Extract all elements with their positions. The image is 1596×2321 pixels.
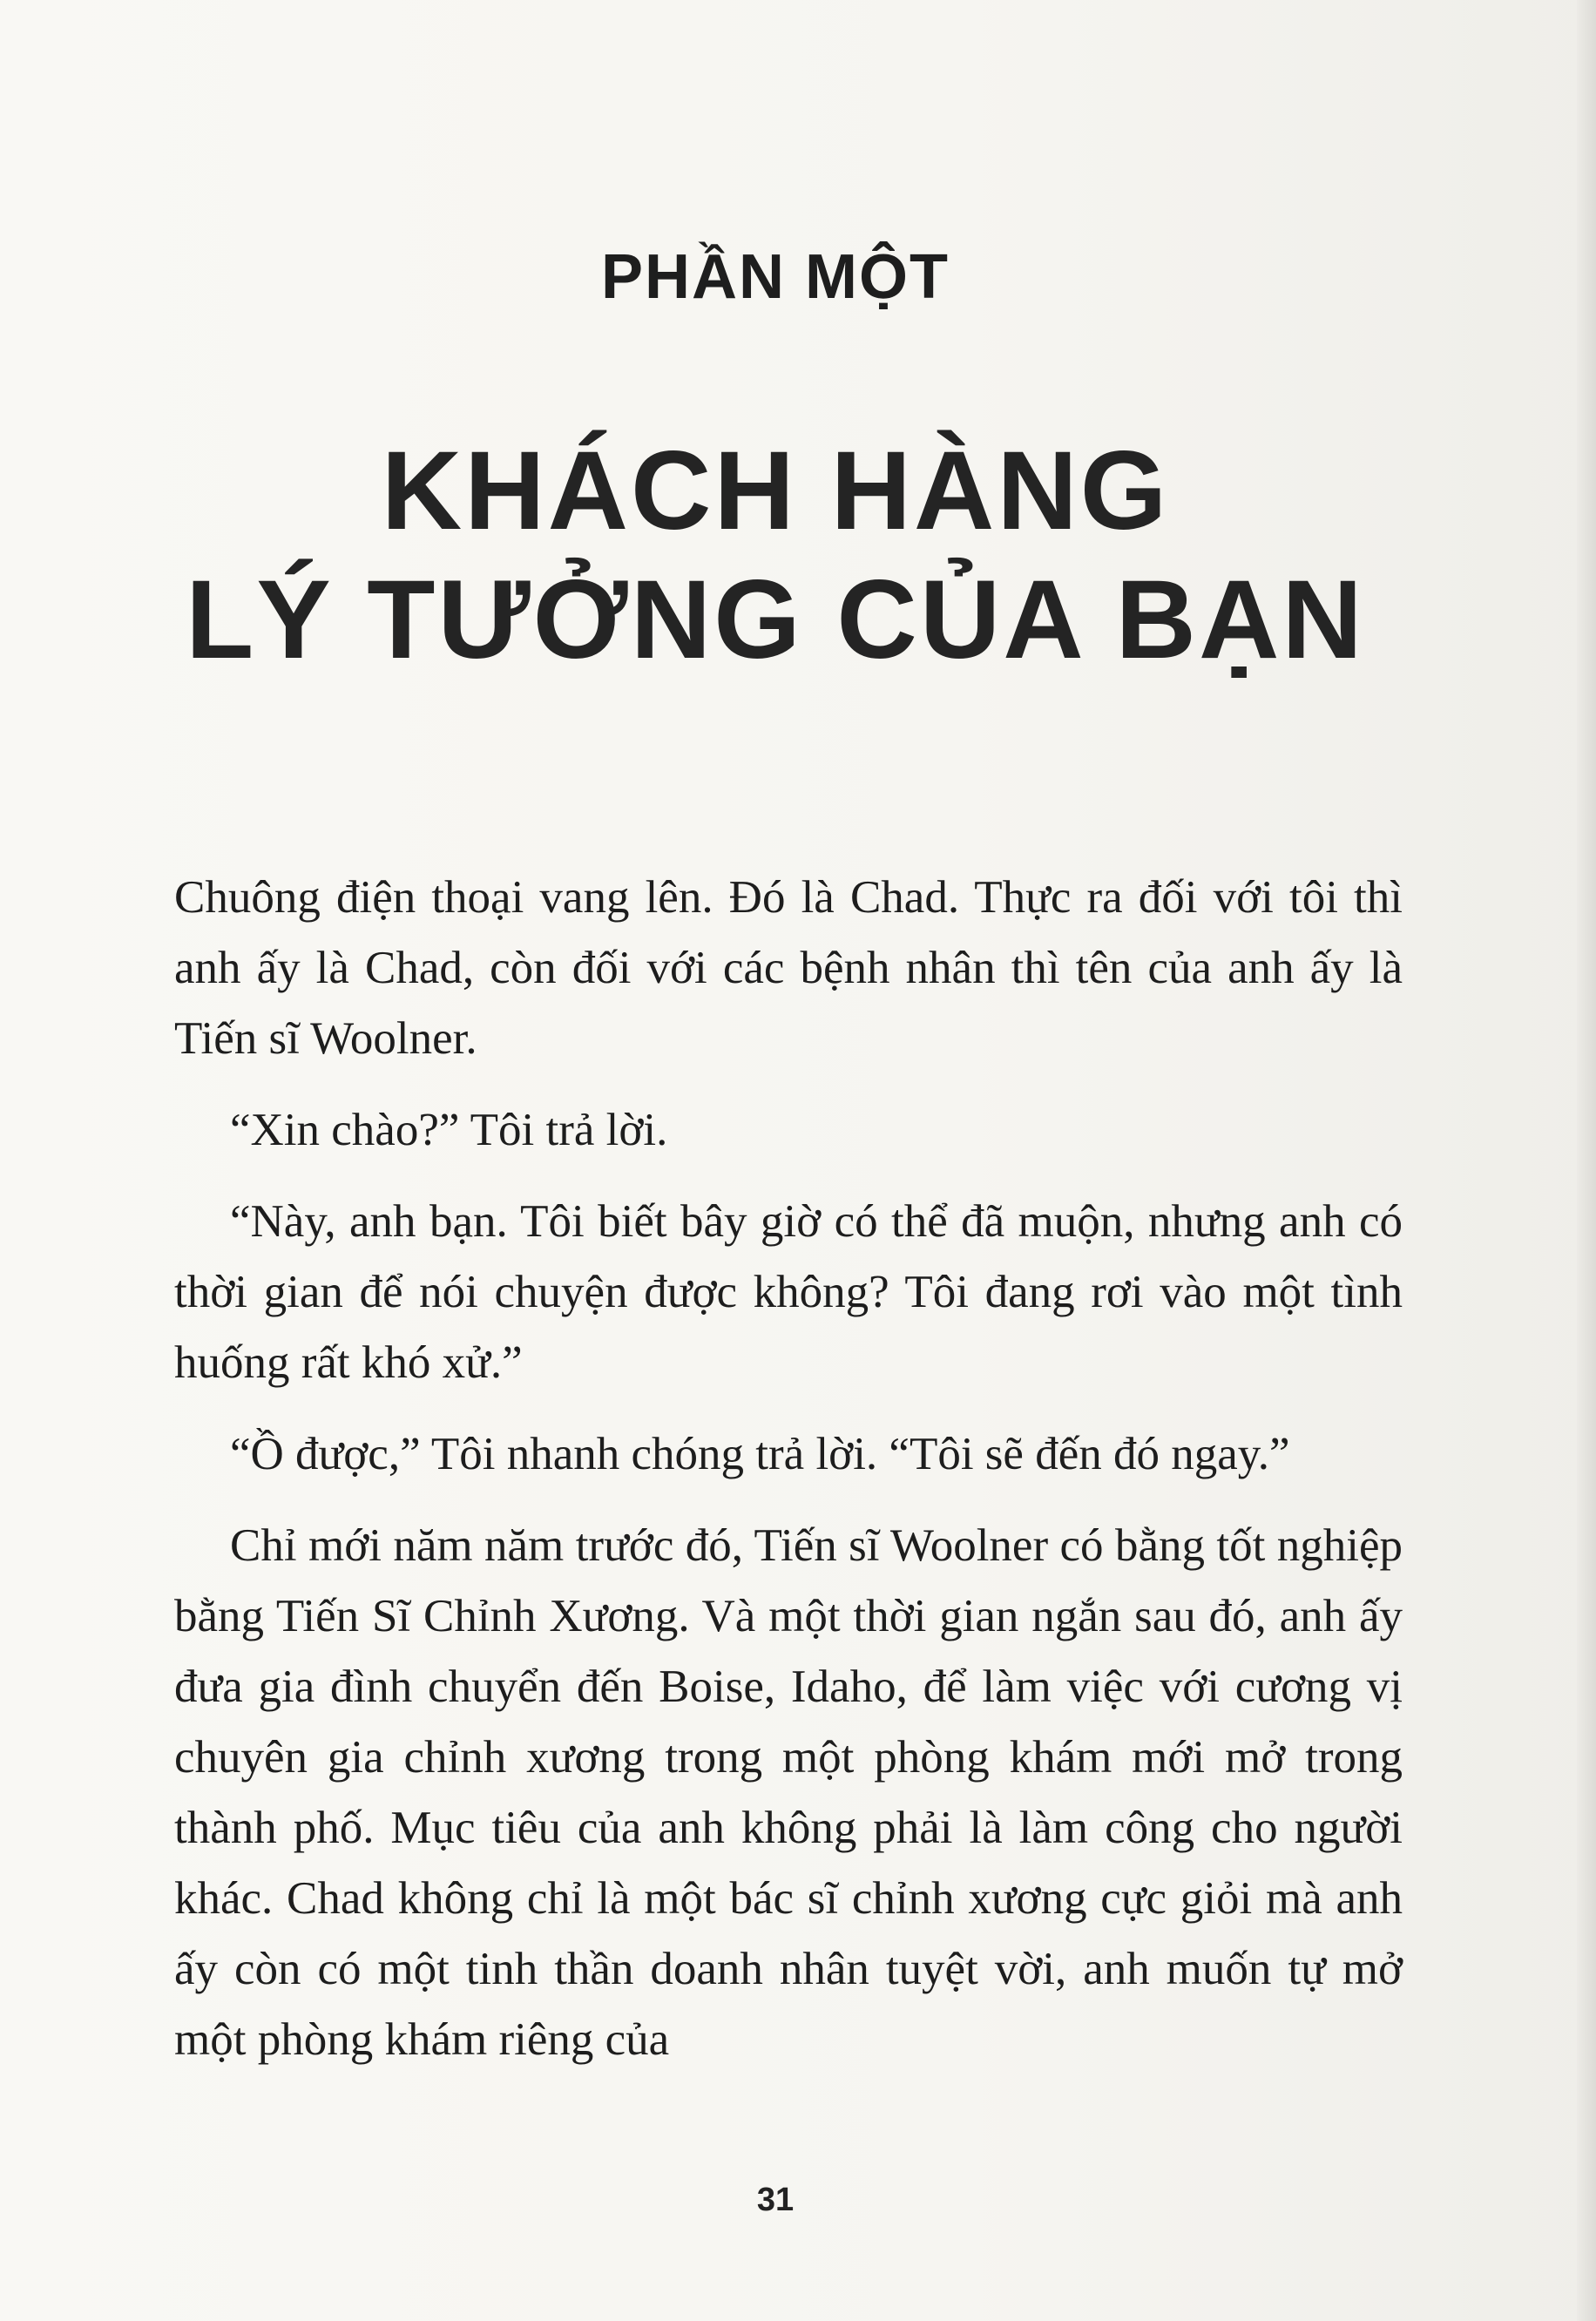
body-text <box>174 863 1403 2096</box>
paragraph: “Xin chào?” Tôi trả lời. <box>230 1105 668 1155</box>
paragraph: “Ồ được,” Tôi nhanh chóng trả lời. “Tôi sẽ đến đó ngay.” <box>230 1429 1290 1479</box>
chapter-title-line-2: LÝ TƯỞNG CỦA BẠN <box>186 558 1365 682</box>
page-edge <box>1577 0 1596 2321</box>
paragraph: Chuông điện thoại vang lên. Đó là Chad. Thực ra đối với tôi thì anh ấy là Chad, còn đối với các bệnh nhân thì tên của anh ấy là Tiến sĩ Woolner. <box>174 872 1403 1064</box>
chapter-title-line-1: KHÁCH HÀNG <box>381 429 1170 553</box>
page-number: 31 <box>756 2182 795 2218</box>
paragraph: Chỉ mới năm năm trước đó, Tiến sĩ Woolner có bằng tốt nghiệp bằng Tiến Sĩ Chỉnh Xương. Và một thời gian ngắn sau đó, anh ấy đưa gia đình chuyển đến Boise, Idaho, để làm việc với cương vị chuyên gia chỉnh xương trong một phòng khám mới mở trong thành phố. Mục tiêu của anh không phải là làm công cho người khác. Chad không chỉ là một bác sĩ chỉnh xương cực giỏi mà anh ấy còn có một tinh thần doanh nhân tuyệt vời, anh muốn tự mở một phòng khám riêng của <box>174 1520 1403 2065</box>
part-label: PHẦN MỘT <box>601 242 950 312</box>
chapter-title <box>0 427 1551 685</box>
paragraph: “Này, anh bạn. Tôi biết bây giờ có thể đã muộn, nhưng anh có thời gian để nói chuyện được không? Tôi đang rơi vào một tình huống rất khó xử.” <box>174 1196 1403 1388</box>
